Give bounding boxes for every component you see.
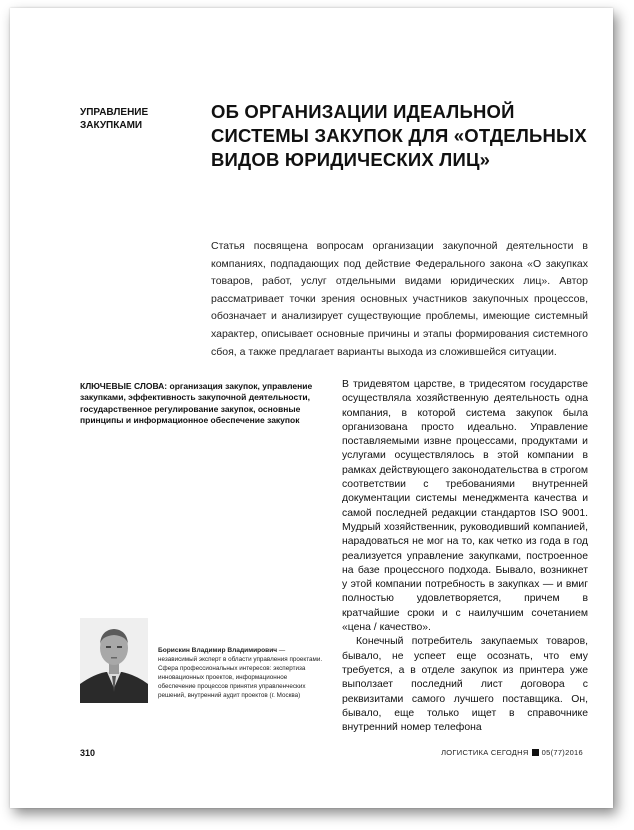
- keywords-label: КЛЮЧЕВЫЕ СЛОВА:: [80, 381, 168, 391]
- author-bio: — независимый эксперт в области управления проектами. Сфера профессиональных интересов: экспертиза инновационных проектов, информационное обеспечение процессов принятия управленческих решений, внутренний аудит проектов (г. Москва): [158, 647, 323, 699]
- author-info: [158, 646, 323, 700]
- author-photo: [80, 618, 148, 703]
- body-paragraph-1: В тридевятом царстве, в тридесятом государстве осуществляла хозяйственную деятельность одна компания, в которой система закупок была организована просто идеально. Управление поставляемыми извне процессами, продуктами и услугами осуществлялось в этой компании в рамках действующего законодательства в строгом соответствии с требованиями внутренней документации системы менеджмента качества и самой последней редакции стандартов ISO 9001. Мудрый хозяйственник, руководивший компанией, нарадоваться не мог на то, как четко из года в год реализуется управление закупками, построенное на базе процессного подхода. Бывало, возникнет у этой компании потребность в закупках — и вмиг полностью удовлетворяется, причем в кратчайшие сроки и с наилучшим сочетанием «цена / качество».: [342, 379, 588, 634]
- article-title: ОБ ОРГАНИЗАЦИИ ИДЕАЛЬНОЙ СИСТЕМЫ ЗАКУПОК ДЛЯ «ОТДЕЛЬНЫХ ВИДОВ ЮРИДИЧЕСКИХ ЛИЦ»: [211, 101, 587, 170]
- page-number: 310: [80, 748, 96, 758]
- keywords-text: организация закупок, управление закупками, эффективность закупочной деятельности, государственное регулирование закупок, основные принципы и информационное обеспечение закупок: [80, 381, 313, 425]
- magazine-page: [10, 8, 613, 808]
- body-paragraph-2: Конечный потребитель закупаемых товаров, бывало, не успеет еще осознать, что ему требуется, а в отделе закупок из принтера уже выползает последний лист договора с реквизитами самого лучшего поставщика. Он, бывало, еще только ищет в справочнике внутренний номер телефона: [342, 636, 588, 734]
- square-icon: [532, 749, 539, 756]
- issue-number: 05(77)2016: [541, 748, 583, 757]
- section-label: УПРАВЛЕНИЕ ЗАКУПКАМИ: [80, 107, 149, 131]
- keywords-block: [80, 381, 322, 426]
- author-portrait-icon: [80, 618, 148, 703]
- article-body: [342, 378, 588, 735]
- author-name: Борискин Владимир Владимирович: [158, 647, 278, 654]
- running-footer: [441, 748, 583, 757]
- journal-name: ЛОГИСТИКА СЕГОДНЯ: [441, 748, 529, 757]
- article-abstract: Статья посвящена вопросам организации закупочной деятельности в компаниях, подпадающих под действие Федерального закона «О закупках товаров, работ, услуг отдельными видами юридических лиц». Автор рассматривает точки зрения основных участников закупочных процессов, обозначает и анализирует существующие проблемы, имеющие системный характер, описывает основные причины и этапы формирования системного сбоя, а также предлагает варианты выхода из сложившейся ситуации.: [211, 240, 588, 358]
